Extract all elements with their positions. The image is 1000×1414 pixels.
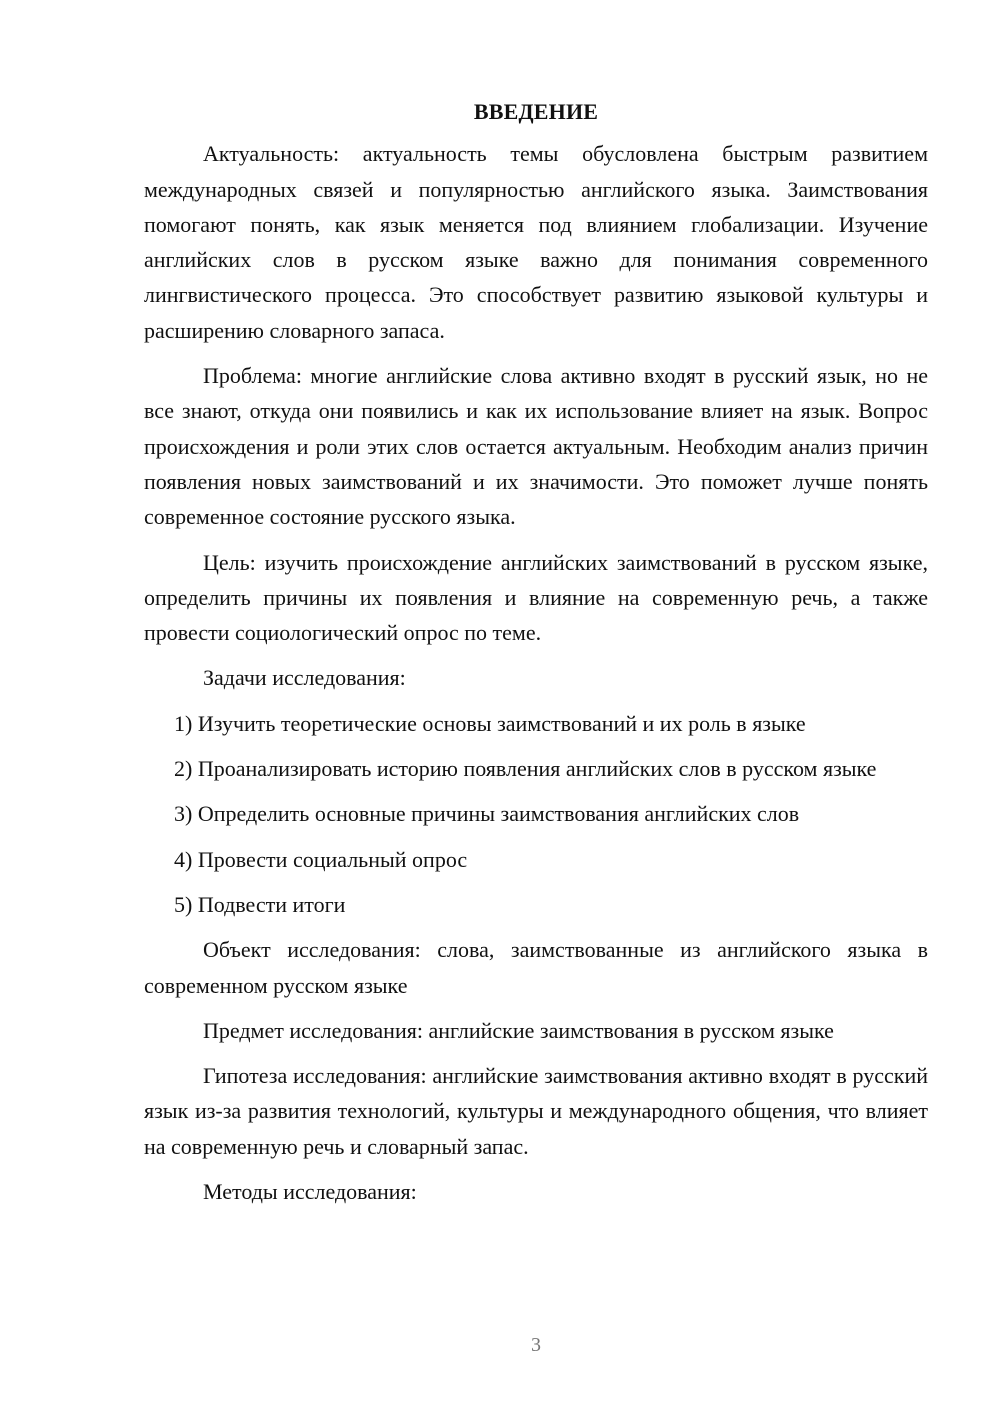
task-item-2: 2) Проанализировать историю появления английских слов в русском языке xyxy=(174,756,877,782)
task-item-5: 5) Подвести итоги xyxy=(174,891,346,917)
relevance-paragraph: Актуальность: актуальность темы обусловлена быстрым развитием международных связей и популярностью английского языка. Заимствования помогают понять, как язык меняется под влиянием глобализации. Изучение английских слов в русском языке важно для понимания современного лингвистического процесса. Это способствует развитию языковой культуры и расширению словарного запаса. xyxy=(144,141,928,343)
task-item-4: 4) Провести социальный опрос xyxy=(174,846,468,872)
section-title: ВВЕДЕНИЕ xyxy=(473,99,599,124)
methods-heading: Методы исследования: xyxy=(203,1179,417,1205)
subject-paragraph: Предмет исследования: английские заимствования в русском языке xyxy=(203,1017,834,1043)
problem-paragraph: Проблема: многие английские слова активно входят в русский язык, но не все знают, откуда они появились и как их использование влияет на язык. Вопрос происхождения и роли этих слов остается актуальным. Необходим анализ причин появления новых заимствований и их значимости. Это поможет лучше понять современное состояние русского языка. xyxy=(144,363,928,530)
object-paragraph: Объект исследования: слова, заимствованные из английского языка в современном русском языке xyxy=(144,937,928,998)
goal-paragraph: Цель: изучить происхождение английских заимствований в русском языке, определить причины их появления и влияние на современную речь, а также провести социологический опрос по теме. xyxy=(144,549,928,646)
task-item-1: 1) Изучить теоретические основы заимствований и их роль в языке xyxy=(174,710,806,736)
page-content xyxy=(144,94,928,1219)
task-item-3: 3) Определить основные причины заимствования английских слов xyxy=(174,801,800,827)
hypothesis-paragraph: Гипотеза исследования: английские заимствования активно входят в русский язык из-за развития технологий, культуры и международного общения, что влияет на современную речь и словарный запас. xyxy=(144,1063,928,1159)
page-number: 3 xyxy=(531,1334,541,1356)
tasks-heading: Задачи исследования: xyxy=(203,665,406,691)
